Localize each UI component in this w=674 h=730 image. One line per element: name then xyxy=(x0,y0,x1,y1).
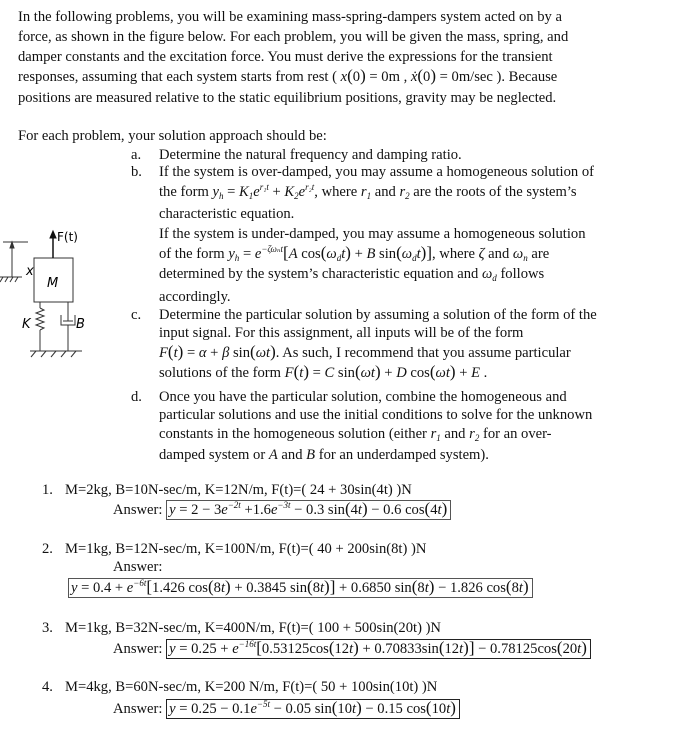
math-br: ) xyxy=(449,362,456,381)
text-run: = 0.25 − 0.1 xyxy=(175,701,251,717)
text-run: = 0m/sec ). Because xyxy=(436,69,558,85)
math-i: t xyxy=(577,641,582,657)
text-run: solutions of the form xyxy=(159,365,285,381)
text-run: and xyxy=(277,447,307,463)
math-br: ) xyxy=(177,342,184,361)
math-br: ( xyxy=(354,362,361,381)
text-run: sin xyxy=(375,246,397,262)
text-run: = 0m , xyxy=(365,69,411,85)
math-i: e xyxy=(221,502,228,518)
math-i: α xyxy=(198,345,207,361)
math-i: t xyxy=(341,246,346,262)
math-br: [ xyxy=(283,243,289,262)
problem-statement: M=1kg, B=12N-sec/m, K=100N/m, F(t)=( 40 + 200sin(8t) )N xyxy=(65,541,427,557)
math-br: ( xyxy=(411,577,418,596)
step-line: Determine the particular solution by assuming a solution of the form of the xyxy=(159,307,597,323)
math-br: ( xyxy=(438,638,445,657)
text-run: for an underdamped system). xyxy=(315,447,489,463)
text-run: 0.53125cos xyxy=(261,641,329,657)
text-run: cos xyxy=(406,365,430,381)
text-run: 10 xyxy=(431,701,447,717)
text-run: are xyxy=(527,246,550,262)
text-run: 12 xyxy=(444,641,460,657)
math-i: t xyxy=(319,580,325,596)
text-run: follows xyxy=(496,266,545,282)
math-i: t xyxy=(299,365,304,381)
step-line xyxy=(159,426,552,443)
intro-line: damper constants and the excitation force. You must derive the expressions for the transient xyxy=(18,49,553,65)
math-br: ( xyxy=(396,243,402,262)
text-run: +1.6 xyxy=(240,502,271,518)
problem-statement: M=1kg, B=32N-sec/m, K=400N/m, F(t)=( 100 + 500sin(20t) )N xyxy=(65,620,441,636)
text-run: + xyxy=(206,345,223,361)
step-marker: b. xyxy=(131,164,142,180)
answer-equation-box xyxy=(68,578,533,598)
math-br: ) xyxy=(356,698,362,717)
math-br: ) xyxy=(441,499,448,518)
math-br: ) xyxy=(225,577,231,596)
intro-line: force, as shown in the figure below. For each problem, you will be given the mass, spring, and xyxy=(18,29,569,45)
math-i: B xyxy=(366,246,376,262)
math-i: e xyxy=(298,184,306,200)
answer-label: Answer: $y = 0.25 + e^{-16t}[0.53125\cos(12t) + 0.70833\sin(12t)] - 0.78125\cos(20t)$ xyxy=(113,641,591,658)
text-run: 4 xyxy=(430,502,438,518)
math-br: ) xyxy=(450,698,456,717)
text-run: and xyxy=(484,246,513,262)
math-i: y xyxy=(169,701,176,717)
math-br: ) xyxy=(463,638,469,657)
text-run: sin xyxy=(334,365,355,381)
text-run: − 0.3 sin xyxy=(290,502,345,518)
math-sup: r₂t xyxy=(305,182,315,192)
text-run: responses, assuming that each system starts from rest ( xyxy=(18,69,341,85)
math-br: ) xyxy=(420,243,427,262)
text-run: 8 xyxy=(417,580,425,596)
math-i: t xyxy=(518,580,523,596)
step-line xyxy=(159,447,489,464)
mass-label: M xyxy=(47,276,59,291)
answer-label: Answer: $y = 0.25 - 0.1e^{-5t} - 0.05$ sin(10t) − 0.15 cos(10t) xyxy=(113,701,460,718)
problem-number: 1. xyxy=(42,482,53,498)
math-i: y xyxy=(212,184,219,200)
math-i: y xyxy=(71,580,78,596)
math-i: t xyxy=(416,246,421,262)
text-run: = 2 − 3 xyxy=(175,502,222,518)
math-br: ) xyxy=(374,362,381,381)
answer-equation-box xyxy=(166,699,460,719)
step-line: particular solutions and use the initial conditions to solve for the unknown xyxy=(159,407,593,423)
math-br: ) xyxy=(428,577,435,596)
approach-heading: For each problem, your solution approach should be: xyxy=(18,128,327,144)
math-sub: h xyxy=(218,191,224,201)
math-i: t xyxy=(446,701,451,717)
math-br: ] xyxy=(426,243,432,262)
text-run: + xyxy=(268,184,285,200)
math-sub: 2 xyxy=(474,433,480,443)
text-run: + xyxy=(455,365,472,381)
text-run: = 0.4 + xyxy=(77,580,127,596)
math-i: A xyxy=(288,246,298,262)
displacement-label: x xyxy=(26,264,34,279)
text-run: = xyxy=(183,345,199,361)
math-br: ] xyxy=(329,577,336,596)
text-run: − 0.05 sin xyxy=(270,701,332,717)
math-br: [ xyxy=(146,577,153,596)
text-run: − 0.15 cos xyxy=(361,701,426,717)
math-i: t xyxy=(352,701,357,717)
math-i: e xyxy=(126,580,134,596)
math-br: ( xyxy=(556,638,563,657)
math-sup: −2t xyxy=(227,500,241,510)
math-br: ( xyxy=(250,342,256,361)
answer-label: Answer: xyxy=(113,559,163,575)
intro-line xyxy=(18,66,558,86)
math-i: ωt xyxy=(360,365,375,381)
text-run: − 0.6 cos xyxy=(367,502,425,518)
text-run: 4 xyxy=(350,502,358,518)
math-i: t xyxy=(173,345,178,361)
text-run: + xyxy=(350,246,367,262)
math-i: e xyxy=(270,502,278,518)
text-run: + xyxy=(380,365,397,381)
text-run: = 0.25 + xyxy=(175,641,233,657)
math-i: e xyxy=(254,246,262,262)
text-run: 1.426 cos xyxy=(152,580,208,596)
step-line: If the system is over-damped, you may assume a homogeneous solution of xyxy=(159,164,595,180)
force-label: F(t) xyxy=(57,230,78,244)
text-run: + 0.70833sin xyxy=(358,641,439,657)
math-i: D xyxy=(396,365,407,381)
math-i: t xyxy=(424,580,429,596)
text-run: = xyxy=(309,365,325,381)
math-i: F xyxy=(159,345,168,361)
math-i: e xyxy=(232,641,239,657)
math-i: A xyxy=(268,447,278,463)
text-run: constants in the homogeneous solution (either xyxy=(159,426,431,442)
math-sub: n xyxy=(523,253,528,263)
math-br: ( xyxy=(328,638,335,657)
math-sub: 2 xyxy=(294,191,299,201)
text-run: . As such, I recommend that you assume particular xyxy=(275,345,571,361)
problem-number: 3. xyxy=(42,620,53,636)
math-i: y xyxy=(169,641,176,657)
step-line: Determine the natural frequency and damping ratio. xyxy=(159,147,462,163)
math-i: ωt xyxy=(435,365,450,381)
text-run: determined by the system’s characteristic equation and xyxy=(159,266,482,282)
math-sub: d xyxy=(336,253,342,263)
math-br: ) xyxy=(361,499,368,518)
math-i: x xyxy=(340,69,348,85)
math-br: ( xyxy=(207,577,214,596)
text-run: . xyxy=(480,365,488,381)
answer-label: Answer: $y = 2 - 3e^{-2t} +1.6e^{-3t} - 0.3$ sin(4t) − 0.6 cos(4t) xyxy=(113,502,451,519)
displacement-reference xyxy=(0,242,28,282)
math-br: ) xyxy=(270,342,276,361)
step-line xyxy=(159,362,488,382)
math-i: ẋ xyxy=(410,69,418,85)
math-br: ) xyxy=(324,577,330,596)
math-i: r xyxy=(360,184,367,200)
math-br: ) xyxy=(345,243,351,262)
math-i: e xyxy=(250,701,257,717)
math-sup: −5t xyxy=(256,699,270,709)
math-sub: 1 xyxy=(366,191,372,201)
problem-number: 4. xyxy=(42,679,53,695)
math-i: ζ xyxy=(478,246,485,262)
math-br: ( xyxy=(320,243,327,262)
spring-label: K xyxy=(22,317,31,332)
math-i: ω xyxy=(512,246,524,262)
problem-number: 2. xyxy=(42,541,53,557)
math-i: K xyxy=(284,184,295,200)
math-i: t xyxy=(220,580,225,596)
math-i: r xyxy=(469,426,475,442)
math-sup: −16t xyxy=(238,639,257,649)
math-sup: −ζωₙt xyxy=(261,244,284,254)
text-run: 10 xyxy=(337,701,353,717)
math-sub: 1 xyxy=(248,191,254,201)
math-i: y xyxy=(228,246,235,262)
step-marker: c. xyxy=(131,307,142,323)
mass-spring-damper-figure xyxy=(0,225,115,360)
math-sup: −3t xyxy=(277,500,291,510)
math-i: C xyxy=(324,365,335,381)
intro-line: In the following problems, you will be examining mass-spring-dampers system acted on by a xyxy=(18,9,562,25)
math-br: ( xyxy=(425,698,432,717)
math-br: ( xyxy=(424,499,431,518)
step-line: input signal. For this assignment, all inputs will be of the form xyxy=(159,325,524,341)
answer-equation-box xyxy=(166,639,591,659)
step-line xyxy=(159,243,550,263)
math-br: ) xyxy=(353,638,359,657)
text-run: 8 xyxy=(312,580,320,596)
math-sub: 2 xyxy=(405,191,410,201)
text-run: sin xyxy=(229,345,251,361)
answer-equation-box xyxy=(166,500,451,520)
math-i: F xyxy=(284,365,294,381)
spring-icon xyxy=(36,302,44,351)
step-line xyxy=(159,342,571,362)
text-run: + 0.6850 sin xyxy=(335,580,412,596)
math-br: ( xyxy=(331,698,338,717)
step-line xyxy=(159,266,544,283)
math-br: ) xyxy=(581,638,587,657)
text-run: = xyxy=(223,184,240,200)
math-i: ω xyxy=(326,246,337,262)
math-i: β xyxy=(222,345,230,361)
text-run: 8 xyxy=(511,580,519,596)
math-sub: d xyxy=(412,253,417,263)
text-run: = xyxy=(239,246,255,262)
problem-statement: M=2kg, B=10N-sec/m, K=12N/m, F(t)=( 24 + 30sin(4t) )N xyxy=(65,482,412,498)
math-i: t xyxy=(357,502,362,518)
damper-icon xyxy=(61,302,75,351)
text-run: are the roots of the system’s xyxy=(409,184,577,200)
math-br: ( xyxy=(293,362,300,381)
math-i: B xyxy=(306,447,316,463)
math-br: ( xyxy=(429,362,436,381)
math-br: ) xyxy=(360,66,366,85)
math-i: ω xyxy=(401,246,413,262)
math-br: ( xyxy=(417,66,424,85)
step-line: characteristic equation. xyxy=(159,206,295,222)
math-i: e xyxy=(253,184,260,200)
step-marker: d. xyxy=(131,389,142,405)
math-i: E xyxy=(471,365,480,381)
math-i: r xyxy=(399,184,406,200)
math-sup: −6t xyxy=(133,578,147,588)
text-run: and xyxy=(440,426,470,442)
math-br: ] xyxy=(468,638,475,657)
text-run: of the form xyxy=(159,246,229,262)
math-br: ( xyxy=(167,342,174,361)
answer-equation-line xyxy=(68,577,533,597)
step-marker: a. xyxy=(131,147,142,163)
text-run: cos xyxy=(297,246,321,262)
damper-label: B xyxy=(76,317,85,332)
step-line: Once you have the particular solution, combine the homogeneous and xyxy=(159,389,567,405)
text-run: damped system or xyxy=(159,447,269,463)
math-i: t xyxy=(349,641,354,657)
step-line xyxy=(159,184,577,201)
text-run: + 0.3845 sin xyxy=(230,580,308,596)
intro-line: positions are measured relative to the static equilibrium positions, gravity may be neglected. xyxy=(18,90,557,106)
force-arrow-icon xyxy=(50,231,56,258)
text-run: 20 xyxy=(562,641,578,657)
math-br: ( xyxy=(347,66,353,85)
math-br: ) xyxy=(430,66,436,85)
math-i: y xyxy=(169,502,176,518)
math-br: ( xyxy=(344,499,351,518)
text-run: 8 xyxy=(213,580,221,596)
step-line: accordingly. xyxy=(159,289,231,305)
step-line: If the system is under-damped, you may assume a homogeneous solution xyxy=(159,226,586,242)
math-sub: 1 xyxy=(436,433,441,443)
text-run: 0 xyxy=(352,69,361,85)
math-br: ( xyxy=(307,577,313,596)
math-i: ωt xyxy=(255,345,271,361)
text-run: 12 xyxy=(334,641,350,657)
math-i: K xyxy=(239,184,249,200)
math-sub: h xyxy=(234,253,240,263)
math-sup: r₁t xyxy=(259,182,269,192)
ground-hatch xyxy=(30,351,82,357)
math-i: t xyxy=(459,641,464,657)
text-run: , where xyxy=(314,184,361,200)
text-run: for an over- xyxy=(479,426,552,442)
math-br: ( xyxy=(505,577,512,596)
math-br: [ xyxy=(256,638,262,657)
math-i: ω xyxy=(481,266,493,282)
math-br: ) xyxy=(522,577,529,596)
math-sub: d xyxy=(492,273,497,283)
text-run: − 0.78125cos xyxy=(474,641,557,657)
text-run: and xyxy=(371,184,400,200)
math-i: t xyxy=(437,502,442,518)
text-run: the form xyxy=(159,184,213,200)
text-run: , where xyxy=(431,246,479,262)
text-run: 0 xyxy=(423,69,431,85)
problem-statement: M=4kg, B=60N-sec/m, K=200 N/m, F(t)=( 50 + 100sin(10t) )N xyxy=(65,679,438,695)
text-run: − 1.826 cos xyxy=(434,580,506,596)
math-br: ) xyxy=(303,362,309,381)
math-i: r xyxy=(430,426,437,442)
